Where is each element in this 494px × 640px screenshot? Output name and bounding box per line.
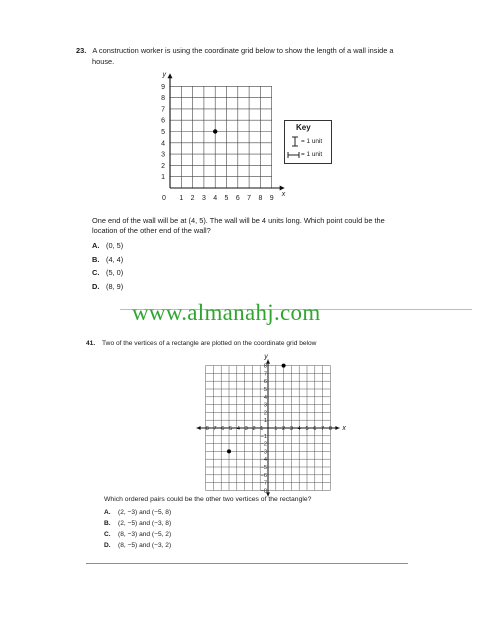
x-tick-label: 2 bbox=[282, 426, 286, 432]
q23-number: 23. bbox=[76, 46, 87, 55]
q41-follow: Which ordered pairs could be the other two vertices of the rectangle? bbox=[104, 496, 312, 503]
x-tick-label: −3 bbox=[241, 426, 248, 432]
y-tick-label: −2 bbox=[260, 441, 267, 448]
y-tick-label: 7 bbox=[263, 371, 267, 378]
y-tick-label: 5 bbox=[263, 387, 267, 393]
x-tick-label: −1 bbox=[257, 426, 264, 432]
q41-choice-a[interactable]: A. (2, −3) and (−5, 8) bbox=[104, 509, 172, 516]
plotted-vertex bbox=[227, 449, 231, 453]
y-tick-label: −1 bbox=[260, 433, 267, 440]
x-tick-label: 6 bbox=[313, 426, 317, 432]
y-tick-label: 8 bbox=[161, 95, 165, 103]
x-tick-label: 8 bbox=[328, 426, 332, 432]
q23-key-vertical-label: = 1 unit bbox=[301, 138, 323, 145]
x-tick-label: 7 bbox=[247, 195, 252, 202]
x-tick-label: 2 bbox=[190, 195, 195, 202]
y-tick-label: 3 bbox=[161, 151, 165, 159]
x-tick-label: 7 bbox=[321, 426, 325, 432]
y-tick-label: 7 bbox=[161, 106, 165, 114]
x-axis-left-arrow-icon bbox=[197, 426, 201, 430]
q23-choice-d[interactable]: D. (8, 9) bbox=[92, 282, 124, 291]
x-tick-label: 8 bbox=[258, 195, 263, 202]
x-axis-right-arrow-icon bbox=[335, 426, 339, 430]
y-tick-label: 8 bbox=[263, 363, 267, 370]
x-tick-label: −8 bbox=[202, 426, 209, 432]
y-tick-label: −3 bbox=[260, 449, 267, 456]
y-axis-name: y bbox=[264, 353, 268, 361]
vertical-unit-icon bbox=[291, 136, 299, 147]
q23-key-title: Key bbox=[296, 123, 311, 132]
watermark: www.almanahj.com bbox=[132, 300, 321, 325]
x-tick-label: 4 bbox=[213, 195, 218, 202]
y-tick-label: 5 bbox=[161, 129, 165, 136]
y-tick-label: 4 bbox=[263, 394, 267, 401]
y-tick-label: 4 bbox=[161, 140, 165, 148]
y-tick-label: 1 bbox=[161, 174, 165, 182]
plotted-point bbox=[213, 129, 217, 133]
q41-prompt-text: Two of the vertices of a rectangle are plotted on the coordinate grid below bbox=[102, 340, 317, 347]
x-tick-label: −7 bbox=[210, 426, 217, 432]
x-tick-label: 1 bbox=[274, 426, 278, 432]
q23-choice-b[interactable]: B. (4, 4) bbox=[92, 255, 124, 264]
y-tick-label: 3 bbox=[263, 402, 267, 409]
y-tick-label: 9 bbox=[161, 83, 165, 91]
q23-key-box bbox=[284, 120, 332, 164]
x-axis-name: x bbox=[342, 425, 346, 432]
plotted-vertex bbox=[282, 364, 286, 368]
x-tick-label: −4 bbox=[233, 426, 240, 432]
x-tick-label: 3 bbox=[201, 195, 206, 202]
x-tick-label: 4 bbox=[297, 426, 301, 432]
y-tick-label: 6 bbox=[263, 379, 267, 386]
x-tick-label: 1 bbox=[179, 195, 184, 202]
y-tick-label: −4 bbox=[260, 457, 267, 464]
x-tick-label: 9 bbox=[269, 195, 274, 202]
y-tick-label: −7 bbox=[260, 480, 267, 487]
y-tick-label: 2 bbox=[263, 410, 267, 417]
x-tick-label: 6 bbox=[235, 195, 240, 202]
y-tick-label: −5 bbox=[260, 465, 267, 471]
q23-follow-line2: location of the other end of the wall? bbox=[92, 226, 211, 235]
horizontal-unit-icon bbox=[287, 151, 300, 159]
y-tick-label: 2 bbox=[161, 162, 165, 170]
q41-prompt bbox=[86, 339, 426, 349]
q41-number: 41. bbox=[86, 340, 96, 347]
x-tick-label: 0 bbox=[162, 195, 166, 202]
x-tick-label: −6 bbox=[218, 426, 225, 432]
y-axis-arrow-icon bbox=[168, 73, 173, 78]
q41-choice-d[interactable]: D. (8, −5) and (−3, 2) bbox=[104, 542, 172, 549]
bottom-separator bbox=[86, 563, 408, 564]
q41-coordinate-grid bbox=[172, 352, 364, 495]
q23-choice-a[interactable]: A. (0, 5) bbox=[92, 241, 124, 250]
x-tick-label: 3 bbox=[289, 426, 293, 432]
q41-choice-c[interactable]: C. (8, −3) and (−5, 2) bbox=[104, 531, 172, 538]
x-tick-label: −2 bbox=[249, 426, 256, 432]
x-tick-label: 5 bbox=[305, 426, 309, 432]
q23-choice-c[interactable]: C. (5, 0) bbox=[92, 268, 124, 277]
q23-prompt-line2: house. bbox=[92, 57, 115, 66]
x-axis-arrow-icon bbox=[280, 186, 285, 191]
y-tick-label: 6 bbox=[161, 117, 165, 125]
q41-choice-b[interactable]: B. (2, −5) and (−3, 8) bbox=[104, 520, 172, 527]
x-axis-name: x bbox=[281, 191, 286, 198]
x-tick-label: −5 bbox=[225, 426, 233, 432]
y-axis-name: y bbox=[162, 71, 166, 79]
y-tick-label: −8 bbox=[260, 488, 267, 495]
q23-key-horizontal-label: = 1 unit bbox=[301, 151, 323, 158]
q23-follow-line1: One end of the wall will be at (4, 5). The wall will be 4 units long. Which point could be the bbox=[92, 216, 385, 225]
x-tick-label: 5 bbox=[224, 195, 229, 202]
q23-coordinate-grid bbox=[150, 71, 292, 210]
q23-prompt bbox=[76, 46, 436, 56]
y-tick-label: 1 bbox=[263, 418, 267, 425]
y-tick-label: −6 bbox=[260, 472, 267, 479]
q23-prompt-line1: A construction worker is using the coordinate grid below to show the length of a wall inside a bbox=[92, 46, 394, 55]
